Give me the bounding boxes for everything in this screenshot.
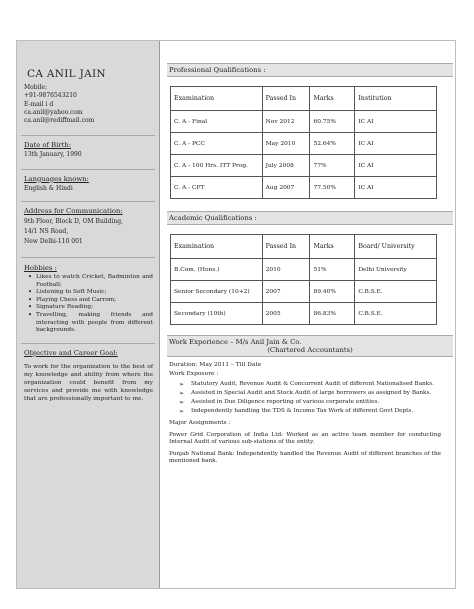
table-cell: 51% — [310, 259, 355, 281]
academic-heading: Academic Qualifications : — [167, 211, 453, 225]
table-cell: 52.64% — [310, 133, 355, 155]
table-cell: 60.75% — [310, 111, 355, 133]
table-row — [171, 281, 437, 303]
column-header: Board/ University — [355, 235, 437, 259]
exposure-label: Work Exposure : — [169, 370, 219, 377]
objective-section — [21, 344, 155, 407]
experience-title: Work Experience – M/s Anil Jain & Co. — [169, 338, 302, 346]
hobbies-section — [21, 258, 155, 344]
hobby-item: • Playing Chess and Carrom; — [28, 297, 153, 305]
column-header: Examination — [171, 87, 263, 111]
experience-body — [167, 362, 453, 465]
table-cell: 2007 — [262, 281, 310, 303]
exposure-item: ➢ Assisted in Due Diligence reporting of various corporate entities. — [179, 399, 453, 406]
table-cell: IC AI — [355, 177, 437, 199]
table-row — [171, 303, 437, 325]
table-cell: Aug 2007 — [262, 177, 310, 199]
languages-value: English & Hindi — [24, 184, 73, 192]
table-cell: 77% — [310, 155, 355, 177]
hobbies-list — [24, 274, 153, 335]
table-cell: 77.50% — [310, 177, 355, 199]
hobby-item: • Listening to Soft Music; — [28, 289, 153, 297]
table-row — [171, 259, 437, 281]
address-title: Address for Communication: — [24, 207, 123, 216]
objective-text: To work for the organization to the best of my knowledge and ability from where the organization could benefit from my services and provide me with knowledge that are professionally important to me. — [24, 363, 153, 402]
languages-section — [21, 170, 155, 202]
table-row — [171, 133, 437, 155]
address-line: 9th Floor, Block D, OM Building, — [24, 218, 124, 226]
experience-heading — [167, 335, 453, 357]
table-cell: C. A - PCC — [171, 133, 263, 155]
contact-section — [21, 41, 155, 136]
mobile-label: Mobile: — [24, 84, 48, 91]
experience-duration: Duration: May 2011 – Till Date — [169, 362, 262, 368]
academic-table — [170, 234, 437, 325]
column-header: Institution — [355, 87, 437, 111]
hobby-item: • Signature Reading; — [28, 304, 153, 312]
column-header: Marks — [310, 87, 355, 111]
objective-title: Objective and Career Goal: — [24, 348, 118, 357]
table-header-row — [171, 87, 437, 111]
table-cell: Nov 2012 — [262, 111, 310, 133]
dob-section — [21, 136, 155, 169]
table-cell: C.B.S.E. — [355, 303, 437, 325]
address-section — [21, 202, 155, 258]
dob-value: 13th January, 1990 — [24, 151, 82, 159]
sidebar — [17, 41, 160, 588]
table-cell: IC AI — [355, 133, 437, 155]
table-cell: 86.83% — [310, 303, 355, 325]
column-header: Passed In — [262, 87, 310, 111]
table-cell: IC AI — [355, 155, 437, 177]
table-row — [171, 111, 437, 133]
address-line: 14/1 NS Road, — [24, 228, 69, 236]
table-cell: Secondary (10th) — [171, 303, 263, 325]
email-label: E-mail i d — [24, 100, 54, 108]
table-header-row — [171, 235, 437, 259]
exposure-list — [169, 381, 453, 415]
email-secondary: ca.anil@rediffmail.com — [24, 117, 95, 125]
column-header: Marks — [310, 235, 355, 259]
email-primary: ca.anil@yahoo.com — [24, 108, 83, 116]
exposure-item: ➢ Statutory Audit, Revenue Audit & Concurrent Audit of different Nationalised Banks. — [179, 381, 453, 388]
resume-sheet — [16, 40, 456, 589]
hobby-item: • Travelling, making friends and interacting with people from different backgrounds. — [28, 312, 153, 335]
column-header: Passed In — [262, 235, 310, 259]
dob-title: Date of Birth: — [24, 141, 72, 150]
column-header: Examination — [171, 235, 263, 259]
table-row — [171, 177, 437, 199]
table-cell: C. A - Final — [171, 111, 263, 133]
table-cell: IC AI — [355, 111, 437, 133]
table-cell: C. A - 100 Hrs. ITT Prog. — [171, 155, 263, 177]
table-cell: C. A - CPT — [171, 177, 263, 199]
table-cell: July 2008 — [262, 155, 310, 177]
table-cell: Senior Secondary (10+2) — [171, 281, 263, 303]
address-line: New Delhi-110 001 — [24, 238, 83, 246]
main-content — [167, 63, 453, 465]
table-cell: 2005 — [262, 303, 310, 325]
exposure-item: ➢ Assisted in Special Audit and Stock Audit of large borrowers as assigned by Banks. — [179, 390, 453, 397]
major-assignments-label: Major Assignments : — [169, 419, 231, 426]
professional-heading: Professional Qualifications : — [167, 63, 453, 77]
table-cell: 89.40% — [310, 281, 355, 303]
table-cell: C.B.S.E. — [355, 281, 437, 303]
hobby-item: • Likes to watch Cricket, Badminton and Football; — [28, 274, 153, 289]
table-cell: Delhi University — [355, 259, 437, 281]
mobile-number: +91-9876543210 — [24, 92, 77, 100]
major-assignment: Power Grid Corporation of India Ltd: Worked as an active team member for conducting Internal Audit of various sub-stations of the entity. — [169, 432, 441, 446]
table-cell: 2010 — [262, 259, 310, 281]
table-cell: May 2010 — [262, 133, 310, 155]
exposure-item: ➢ Independently handling the TDS & Income Tax Work of different Govt Depts. — [179, 408, 453, 415]
major-assignment: Punjab National Bank: Independently handled the Revenue Audit of different branches of the mentioned bank. — [169, 451, 441, 465]
hobbies-title: Hobbies : — [24, 264, 57, 273]
candidate-name: CA ANIL JAIN — [27, 68, 106, 80]
table-cell: B.Com. (Hons.) — [171, 259, 263, 281]
languages-title: Languages known: — [24, 174, 89, 183]
table-row — [171, 155, 437, 177]
experience-subtitle: (Chartered Accountants) — [267, 346, 353, 354]
professional-table — [170, 86, 437, 199]
